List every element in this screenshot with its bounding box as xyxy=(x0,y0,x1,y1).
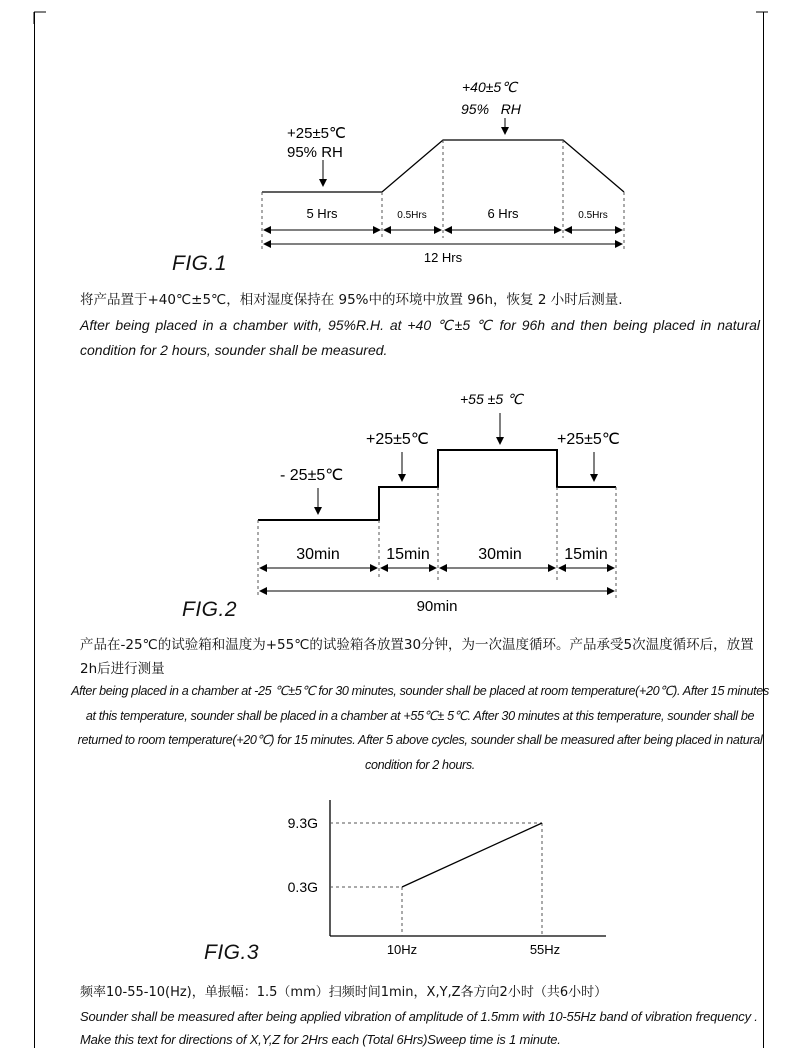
fig1-label: FIG.1 xyxy=(172,252,228,275)
fig2-temp-4: +25±5℃ xyxy=(557,431,620,448)
fig2-profile-line xyxy=(258,450,616,520)
fig3-text-en: Sounder shall be measured after being applied vibration of amplitude of 1.5mm with 10-55Hz band of vibration frequency . Make this text for directions of X,Y,Z for 2Hrs each (Total 6Hrs)Sweep time is 1 minute. xyxy=(80,1009,758,1047)
fig3-label: FIG.3 xyxy=(204,941,260,964)
fig2-total: 90min xyxy=(416,598,458,615)
fig2-temp-2: +25±5℃ xyxy=(366,431,429,448)
fig2-text-en: After being placed in a chamber at -25 ℃±5℃ for 30 minutes, sounder shall be placed at room temperature(+20℃). After 15 minutes at this temperature, sounder shall be placed in a chamber at +55℃± 5℃. After 30 minutes at this temperature, sounder shall be returned to room temperature(+20℃) for 15 minutes. After 5 above cycles, sounder shall be measured after being placed in natural condition for 2 hours. xyxy=(71,684,769,772)
fig1-description xyxy=(80,288,760,363)
fig3-sweep-line xyxy=(402,823,542,887)
fig1-upper-temp: +40±5℃ xyxy=(462,79,517,95)
fig1-lower-rh: 95% RH xyxy=(287,144,343,161)
fig2-seg-2: 15min xyxy=(386,546,430,563)
fig1-seg-4: 0.5Hrs xyxy=(578,210,608,221)
fig2-label: FIG.2 xyxy=(182,598,238,621)
fig2-seg-3: 30min xyxy=(478,546,522,563)
fig3-description xyxy=(80,980,760,1051)
fig3-y-label-top: 9.3G xyxy=(287,815,318,831)
fig1-seg-1: 5 Hrs xyxy=(306,206,338,221)
fig2-seg-1: 30min xyxy=(296,546,340,563)
fig2-diagram xyxy=(258,391,620,615)
fig1-seg-2: 0.5Hrs xyxy=(397,210,427,221)
fig1-upper-rh: 95% RH xyxy=(461,101,521,117)
fig1-text-en: After being placed in a chamber with, 95%R.H. at +40 ℃±5 ℃ for 96h and then being placed in natural condition for 2 hours, sounder shall be measured. xyxy=(80,317,760,358)
fig2-text-cn: 产品在-25℃的试验箱和温度为+55℃的试验箱各放置30分钟，为一次温度循环。产品承受5次温度循环后，放置2h后进行测量 xyxy=(80,637,754,677)
fig1-diagram xyxy=(262,79,624,265)
fig1-lower-temp: +25±5℃ xyxy=(287,125,346,142)
fig3-diagram xyxy=(288,800,606,957)
fig3-text-cn: 频率10-55-10(Hz)，单振幅：1.5（mm）扫频时间1min，X,Y,Z各方向2小时（共6小时） xyxy=(80,985,608,1000)
fig2-description-cn xyxy=(80,633,760,681)
fig2-temp-3: +55 ±5 ℃ xyxy=(460,391,523,407)
fig3-x-label-2: 55Hz xyxy=(529,942,561,957)
fig2-temp-1: - 25±5℃ xyxy=(280,467,344,484)
fig1-total: 12 Hrs xyxy=(423,250,463,265)
fig3-x-label-1: 10Hz xyxy=(386,942,418,957)
fig3-y-label-bottom: 0.3G xyxy=(287,879,318,895)
fig2-seg-4: 15min xyxy=(564,546,608,563)
fig1-seg-3: 6 Hrs xyxy=(487,206,519,221)
fig1-text-cn: 将产品置于+40℃±5℃，相对湿度保持在 95%中的环境中放置 96h，恢复 2 小时后测量. xyxy=(80,292,623,308)
